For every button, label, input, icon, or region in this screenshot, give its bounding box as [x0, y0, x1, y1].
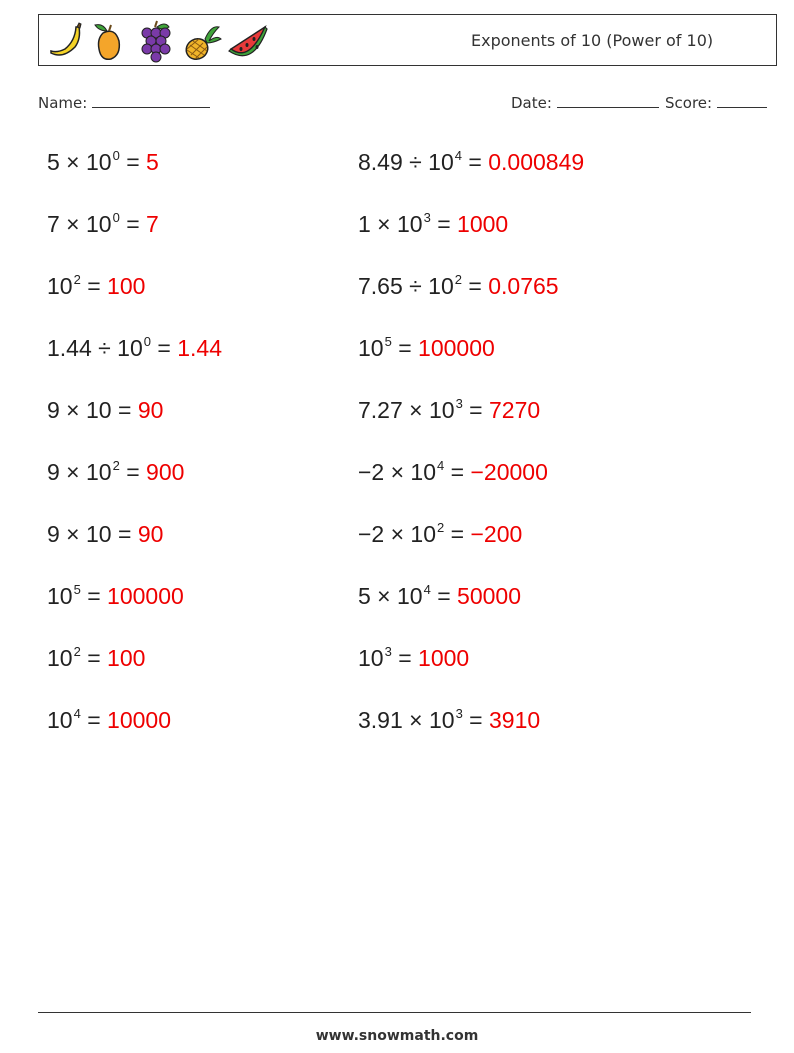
problem-expression: 10 [47, 273, 73, 299]
equals-sign: = [430, 211, 458, 237]
problem-left-8 [47, 581, 184, 615]
problem-right-10 [358, 705, 540, 739]
equals-sign: = [462, 397, 490, 423]
problem-expression: 9 × 10 [47, 397, 112, 423]
exponent: 0 [112, 148, 120, 163]
equals-sign: = [444, 459, 471, 485]
equals-sign: = [111, 397, 138, 423]
problem-left-9 [47, 643, 145, 677]
problem-expression: 1.44 ÷ 10 [47, 335, 143, 361]
equals-sign: = [111, 521, 138, 547]
problem-right-9 [358, 643, 469, 677]
answer: 100 [107, 273, 146, 299]
watermelon-icon [227, 19, 269, 63]
footer-url: www.snowmath.com [315, 1028, 479, 1044]
problem-left-2 [47, 209, 159, 243]
problem-right-7 [358, 519, 522, 553]
problem-expression: 10 [358, 645, 384, 671]
equals-sign: = [444, 521, 471, 547]
problem-left-6 [47, 457, 184, 491]
exponent: 5 [73, 582, 81, 597]
problem-right-1 [358, 147, 584, 181]
answer: 1000 [457, 211, 509, 237]
problem-left-1 [47, 147, 159, 181]
answer: 900 [146, 459, 185, 485]
answer: 100000 [107, 583, 184, 609]
problem-expression: 10 [47, 583, 73, 609]
exponent: 2 [73, 644, 81, 659]
equals-sign: = [119, 149, 147, 175]
score-label: Score: [665, 94, 713, 112]
exponent: 2 [437, 520, 445, 535]
problem-expression: 10 [358, 335, 384, 361]
equals-sign: = [391, 335, 419, 361]
exponent: 2 [112, 458, 120, 473]
equals-sign: = [430, 583, 458, 609]
problem-expression: 3.91 × 10 [358, 707, 455, 733]
exponent: 0 [143, 334, 151, 349]
mango-icon [89, 19, 131, 63]
problem-expression: 9 × 10 [47, 521, 112, 547]
banana-icon [43, 19, 85, 63]
equals-sign: = [462, 707, 490, 733]
problem-expression: 8.49 ÷ 10 [358, 149, 454, 175]
equals-sign: = [80, 707, 108, 733]
equals-sign: = [462, 273, 489, 299]
answer: 100 [107, 645, 146, 671]
answer: 7270 [489, 397, 541, 423]
answer: 0.0765 [488, 273, 559, 299]
name-field [38, 92, 210, 112]
answer: 3910 [489, 707, 541, 733]
problem-right-5 [358, 395, 540, 429]
answer: 10000 [107, 707, 172, 733]
exponent: 2 [73, 272, 81, 287]
problem-right-4 [358, 333, 495, 367]
equals-sign: = [151, 335, 178, 361]
exponent: 3 [423, 210, 431, 225]
problem-right-8 [358, 581, 521, 615]
problem-expression: 9 × 10 [47, 459, 112, 485]
problem-left-4 [47, 333, 222, 367]
problem-expression: 1 × 10 [358, 211, 423, 237]
answer: 5 [146, 149, 159, 175]
exponent: 4 [437, 458, 445, 473]
answer: 7 [146, 211, 159, 237]
exponent: 2 [454, 272, 462, 287]
date-field [511, 92, 659, 112]
problem-expression: 7 × 10 [47, 211, 112, 237]
answer: 90 [137, 397, 164, 423]
problem-right-6 [358, 457, 548, 491]
answer: 100000 [418, 335, 495, 361]
answer: 90 [137, 521, 164, 547]
problem-right-3 [358, 271, 559, 305]
equals-sign: = [391, 645, 419, 671]
answer: 1000 [418, 645, 470, 671]
equals-sign: = [462, 149, 489, 175]
date-label: Date: [511, 94, 552, 112]
problem-expression: 7.65 ÷ 10 [358, 273, 454, 299]
score-field [665, 92, 767, 112]
answer: −20000 [470, 459, 548, 485]
exponent: 5 [384, 334, 392, 349]
worksheet-title: Exponents of 10 (Power of 10) [471, 31, 714, 50]
score-blank[interactable] [717, 92, 767, 108]
answer: 1.44 [177, 335, 222, 361]
equals-sign: = [80, 273, 108, 299]
exponent: 3 [455, 706, 463, 721]
fruit-icons [43, 17, 269, 65]
date-blank[interactable] [557, 92, 659, 108]
equals-sign: = [80, 583, 108, 609]
problem-expression: 5 × 10 [47, 149, 112, 175]
name-blank[interactable] [92, 92, 210, 108]
equals-sign: = [80, 645, 108, 671]
problem-left-5 [47, 395, 163, 425]
problem-expression: −2 × 10 [358, 459, 437, 485]
answer: 0.000849 [488, 149, 585, 175]
exponent: 4 [454, 148, 462, 163]
answer: −200 [470, 521, 523, 547]
grapes-icon [135, 19, 177, 63]
exponent: 4 [423, 582, 431, 597]
problem-right-2 [358, 209, 508, 243]
pineapple-icon [181, 19, 223, 63]
problem-left-3 [47, 271, 145, 305]
problem-expression: 10 [47, 707, 73, 733]
problem-expression: −2 × 10 [358, 521, 437, 547]
problem-expression: 5 × 10 [358, 583, 423, 609]
problem-left-10 [47, 705, 171, 739]
exponent: 3 [455, 396, 463, 411]
name-label: Name: [38, 94, 88, 112]
equals-sign: = [119, 211, 147, 237]
footer-divider [38, 1012, 751, 1013]
problem-left-7 [47, 519, 163, 549]
exponent: 3 [384, 644, 392, 659]
answer: 50000 [457, 583, 522, 609]
exponent: 4 [73, 706, 81, 721]
equals-sign: = [119, 459, 147, 485]
exponent: 0 [112, 210, 120, 225]
worksheet-header [38, 14, 777, 66]
problem-expression: 10 [47, 645, 73, 671]
problem-expression: 7.27 × 10 [358, 397, 455, 423]
